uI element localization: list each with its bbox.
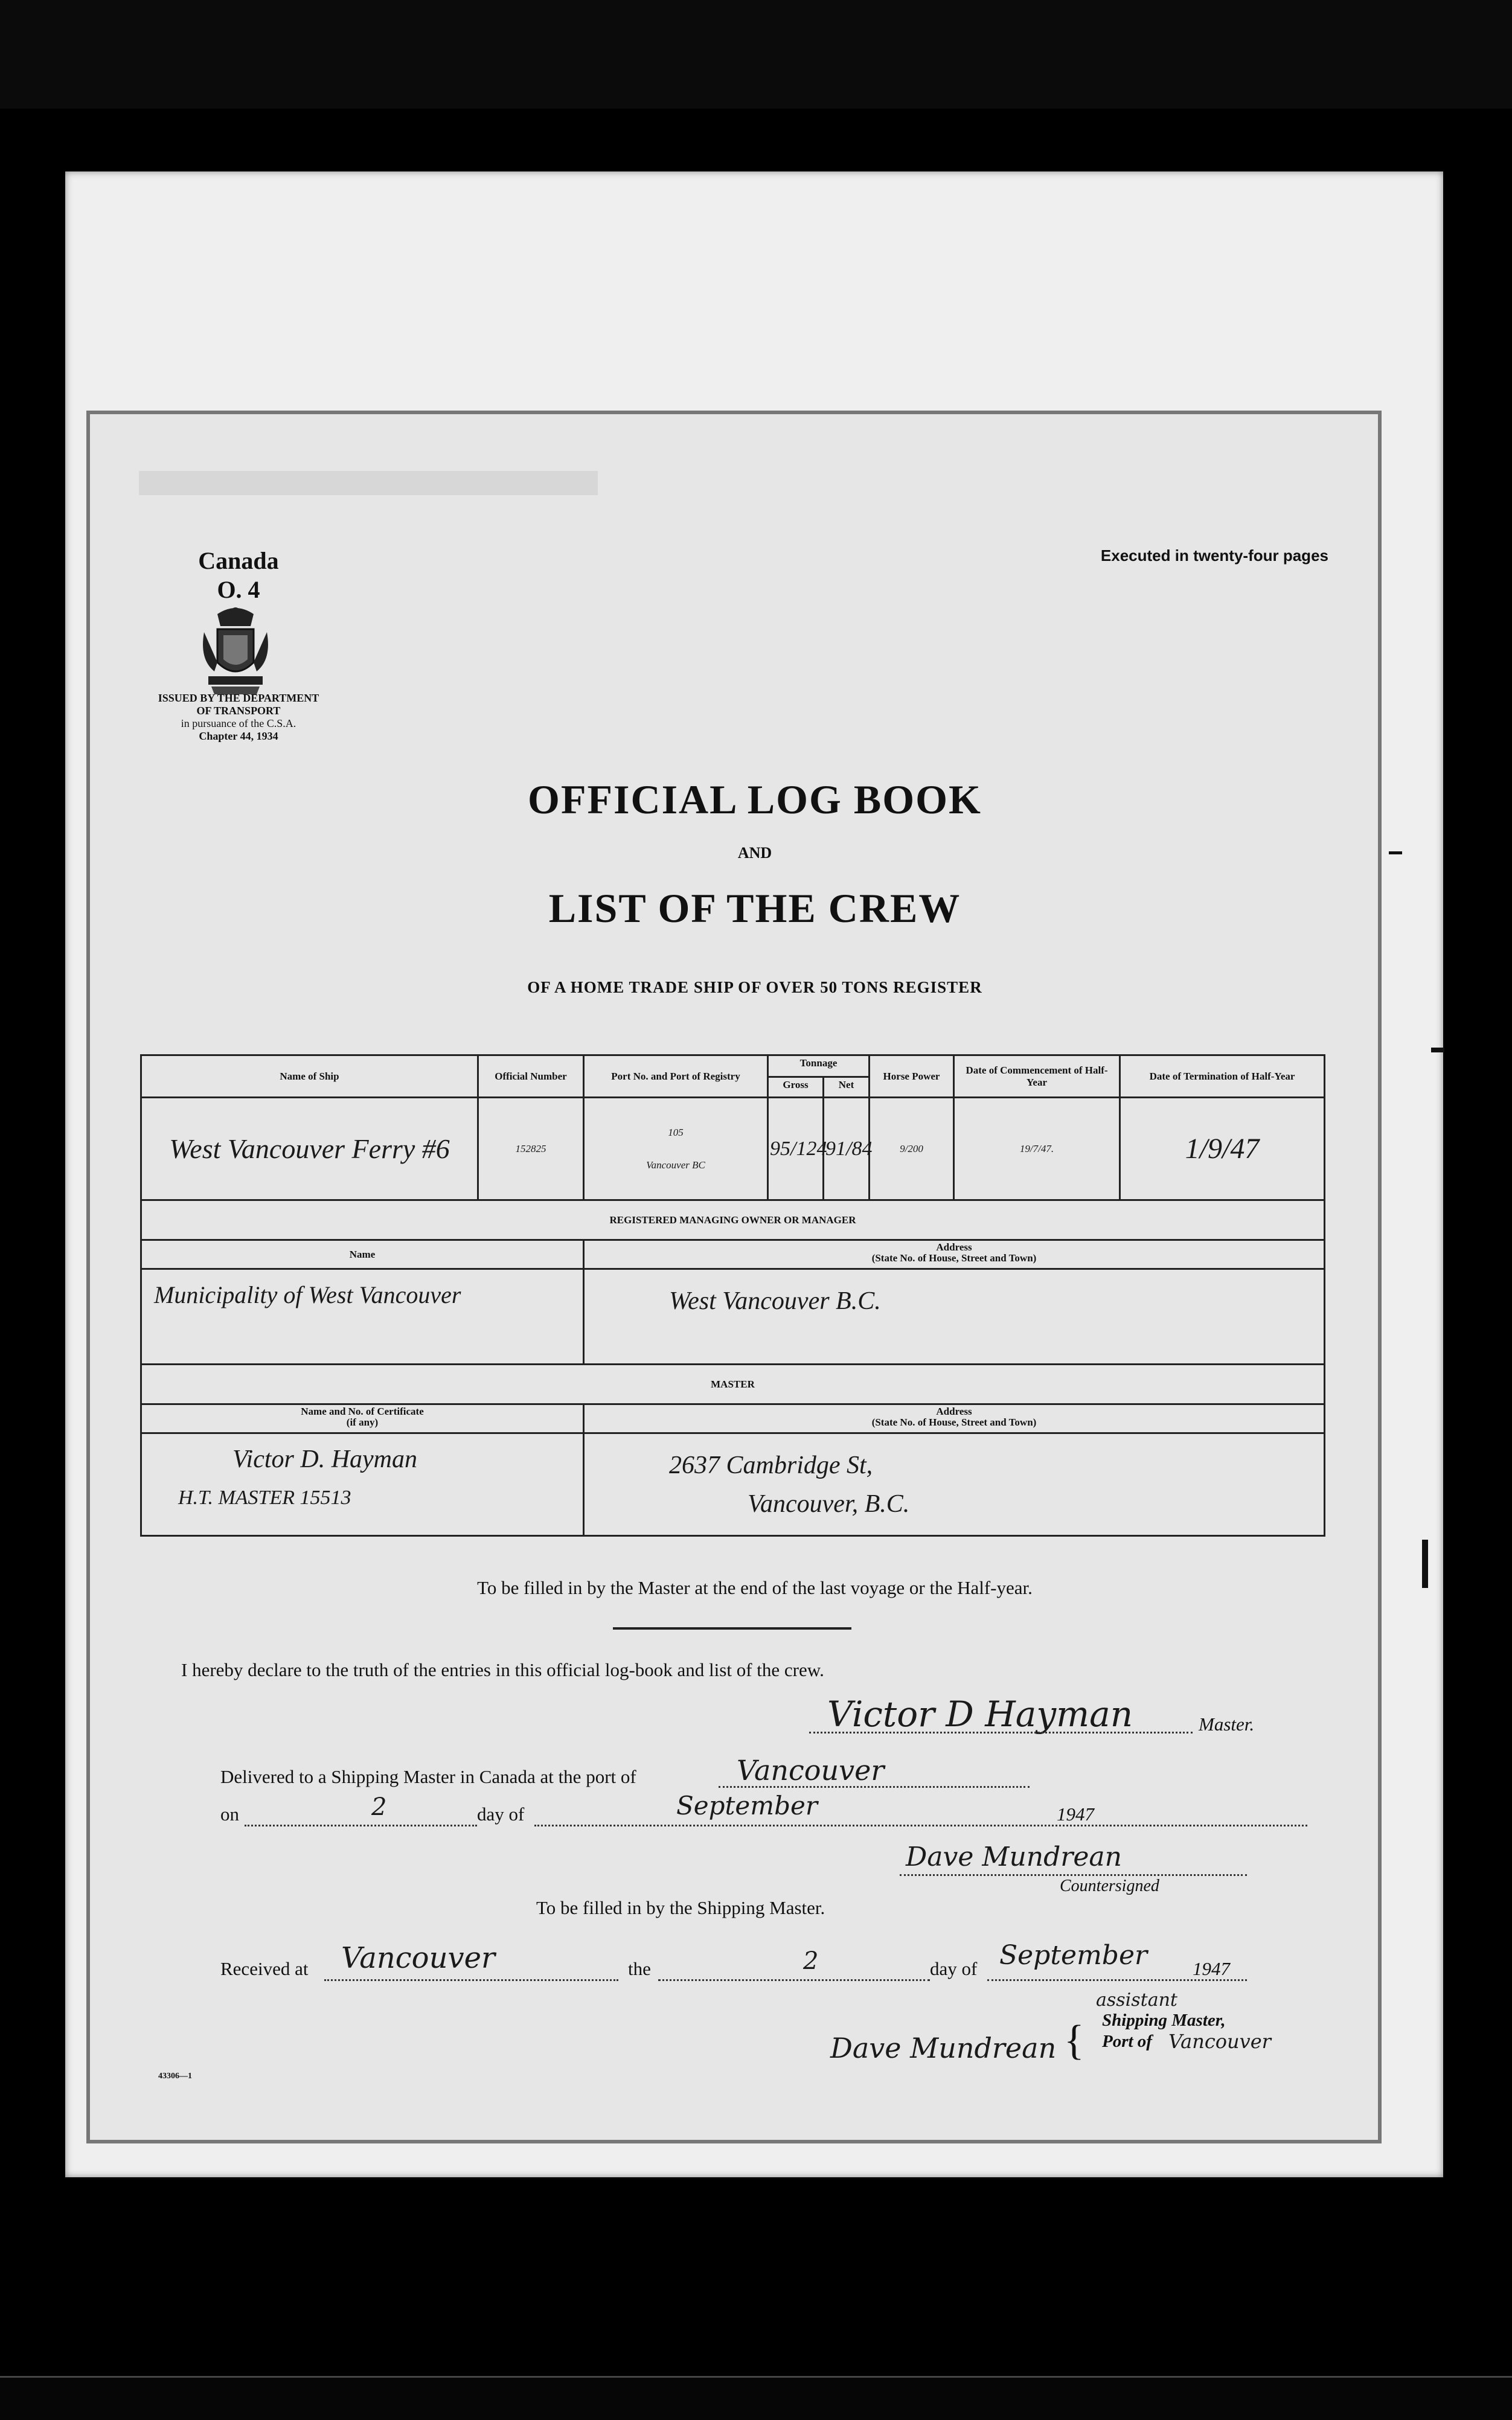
termination-value: 1/9/47: [1120, 1098, 1325, 1200]
countersign-line: [900, 1874, 1247, 1876]
shipping-master-signature: Dave Mundrean: [830, 2032, 1057, 2064]
issued-line-2: OF TRANSPORT: [196, 705, 281, 717]
master-section-title: MASTER: [141, 1365, 1325, 1404]
executed-note: Executed in twenty-four pages: [1100, 546, 1328, 565]
shipping-master-port: Vancouver: [1168, 2030, 1271, 2053]
official-number-value: 152825: [478, 1098, 584, 1200]
title-list-of-crew: LIST OF THE CREW: [548, 885, 961, 931]
master-address-sublabel: (State No. of House, Street and Town): [871, 1416, 1037, 1428]
issued-by-note: [136, 692, 341, 743]
issued-line-4: Chapter 44, 1934: [199, 730, 278, 742]
delivered-text: Delivered to a Shipping Master in Canada at the port of: [220, 1766, 636, 1787]
port-name-value: Vancouver BC: [646, 1159, 705, 1171]
master-fill-instruction: To be filled in by the Master at the end of the last voyage or the Half-year.: [477, 1577, 1033, 1598]
port-number-value: 105: [668, 1126, 684, 1138]
coat-of-arms-icon: [199, 605, 272, 696]
on-label: on: [220, 1804, 239, 1825]
issued-line-1: ISSUED BY THE DEPARTMENT: [158, 692, 319, 704]
owner-section-title: REGISTERED MANAGING OWNER OR MANAGER: [141, 1200, 1325, 1240]
port-value: [584, 1098, 768, 1200]
countersigned-label: Countersigned: [1060, 1877, 1159, 1895]
master-address-line1: 2637 Cambridge St,: [669, 1452, 873, 1479]
master-signature: Victor D Hayman: [827, 1694, 1133, 1735]
countersign-signature: Dave Mundrean: [906, 1842, 1122, 1872]
title-official-log-book: OFFICIAL LOG BOOK: [528, 776, 982, 822]
owner-address-header: [584, 1240, 1325, 1269]
owner-name-header: Name: [141, 1240, 584, 1269]
on-month-value: September: [676, 1791, 818, 1820]
header-net: Net: [824, 1077, 870, 1098]
received-at-value: Vancouver: [341, 1941, 495, 1975]
port-of-label: Port of: [1102, 2032, 1152, 2051]
header-horse-power: Horse Power: [870, 1055, 954, 1098]
owner-name-value: Municipality of West Vancouver: [141, 1269, 584, 1365]
edge-mark: [1422, 1540, 1428, 1588]
brace-glyph: {: [1064, 2017, 1084, 2064]
edge-mark: [1389, 851, 1402, 854]
received-day-line: [658, 1979, 930, 1981]
shipping-master-title: Shipping Master,: [1102, 2011, 1226, 2030]
commencement-value: 19/7/47.: [954, 1098, 1120, 1200]
scan-border-top: [0, 0, 1512, 109]
master-name-sublabel: (if any): [346, 1416, 379, 1428]
received-at-label: Received at: [220, 1958, 309, 1979]
edge-mark: [1431, 1048, 1444, 1052]
received-at-line: [324, 1979, 618, 1981]
received-the-label: the: [628, 1958, 651, 1979]
title-and: AND: [737, 844, 772, 862]
master-name-header: [141, 1404, 584, 1433]
master-address-line2: Vancouver, B.C.: [748, 1490, 910, 1518]
received-day-value: 2: [803, 1947, 819, 1975]
on-day-line: [245, 1825, 477, 1826]
master-name-value: [141, 1433, 584, 1536]
master-name-label: Name and No. of Certificate: [301, 1406, 424, 1417]
ship-name-value: West Vancouver Ferry #6: [141, 1098, 478, 1200]
owner-address-sublabel: (State No. of House, Street and Town): [871, 1252, 1037, 1264]
master-signature-line: [809, 1732, 1193, 1733]
header-commencement: Date of Commencement of Half-Year: [954, 1055, 1120, 1098]
header-port: Port No. and Port of Registry: [584, 1055, 768, 1098]
master-name-text: Victor D. Hayman: [232, 1445, 417, 1473]
net-value: 91/84: [824, 1098, 870, 1200]
header-gross: Gross: [768, 1077, 824, 1098]
received-month-value: September: [999, 1940, 1148, 1971]
header-official-number: Official Number: [478, 1055, 584, 1098]
on-day-value: 2: [371, 1793, 387, 1821]
horse-power-value: 9/200: [870, 1098, 954, 1200]
bleed-through-text: [139, 459, 598, 507]
shipping-master-instruction: To be filled in by the Shipping Master.: [536, 1897, 825, 1918]
header-termination: Date of Termination of Half-Year: [1120, 1055, 1325, 1098]
master-address-label: Address: [936, 1406, 972, 1417]
gross-value: 95/124: [768, 1098, 824, 1200]
issued-line-3: in pursuance of the C.S.A.: [181, 717, 296, 729]
header-tonnage: Tonnage: [768, 1055, 870, 1077]
owner-address-label: Address: [936, 1241, 972, 1253]
country-label: Canada: [198, 547, 279, 574]
ship-details-table: [140, 1054, 1325, 1537]
master-certificate-text: H.T. MASTER 15513: [178, 1487, 351, 1509]
on-month-line: [534, 1825, 1307, 1826]
divider-rule: [613, 1627, 851, 1630]
form-number: 43306—1: [158, 2072, 192, 2081]
declaration-statement: I hereby declare to the truth of the entries in this official log-book and list of the crew.: [181, 1659, 824, 1680]
on-day-of-label: day of: [477, 1804, 525, 1825]
received-year-value: 1947: [1193, 1958, 1230, 1979]
header-name-of-ship: Name of Ship: [141, 1055, 478, 1098]
on-year-value: 1947: [1057, 1804, 1094, 1825]
form-code: O. 4: [217, 576, 260, 603]
master-address-value: [584, 1433, 1325, 1536]
delivered-port-value: Vancouver: [737, 1754, 885, 1787]
master-address-header: [584, 1404, 1325, 1433]
owner-address-value: West Vancouver B.C.: [584, 1269, 1325, 1365]
assistant-note: assistant: [1096, 1989, 1177, 2011]
film-strip-bottom: [0, 2376, 1512, 2420]
subtitle: OF A HOME TRADE SHIP OF OVER 50 TONS REGISTER: [527, 978, 982, 996]
received-day-of-label: day of: [930, 1958, 978, 1979]
master-label: Master.: [1199, 1714, 1255, 1735]
delivered-port-line: [719, 1786, 1030, 1788]
